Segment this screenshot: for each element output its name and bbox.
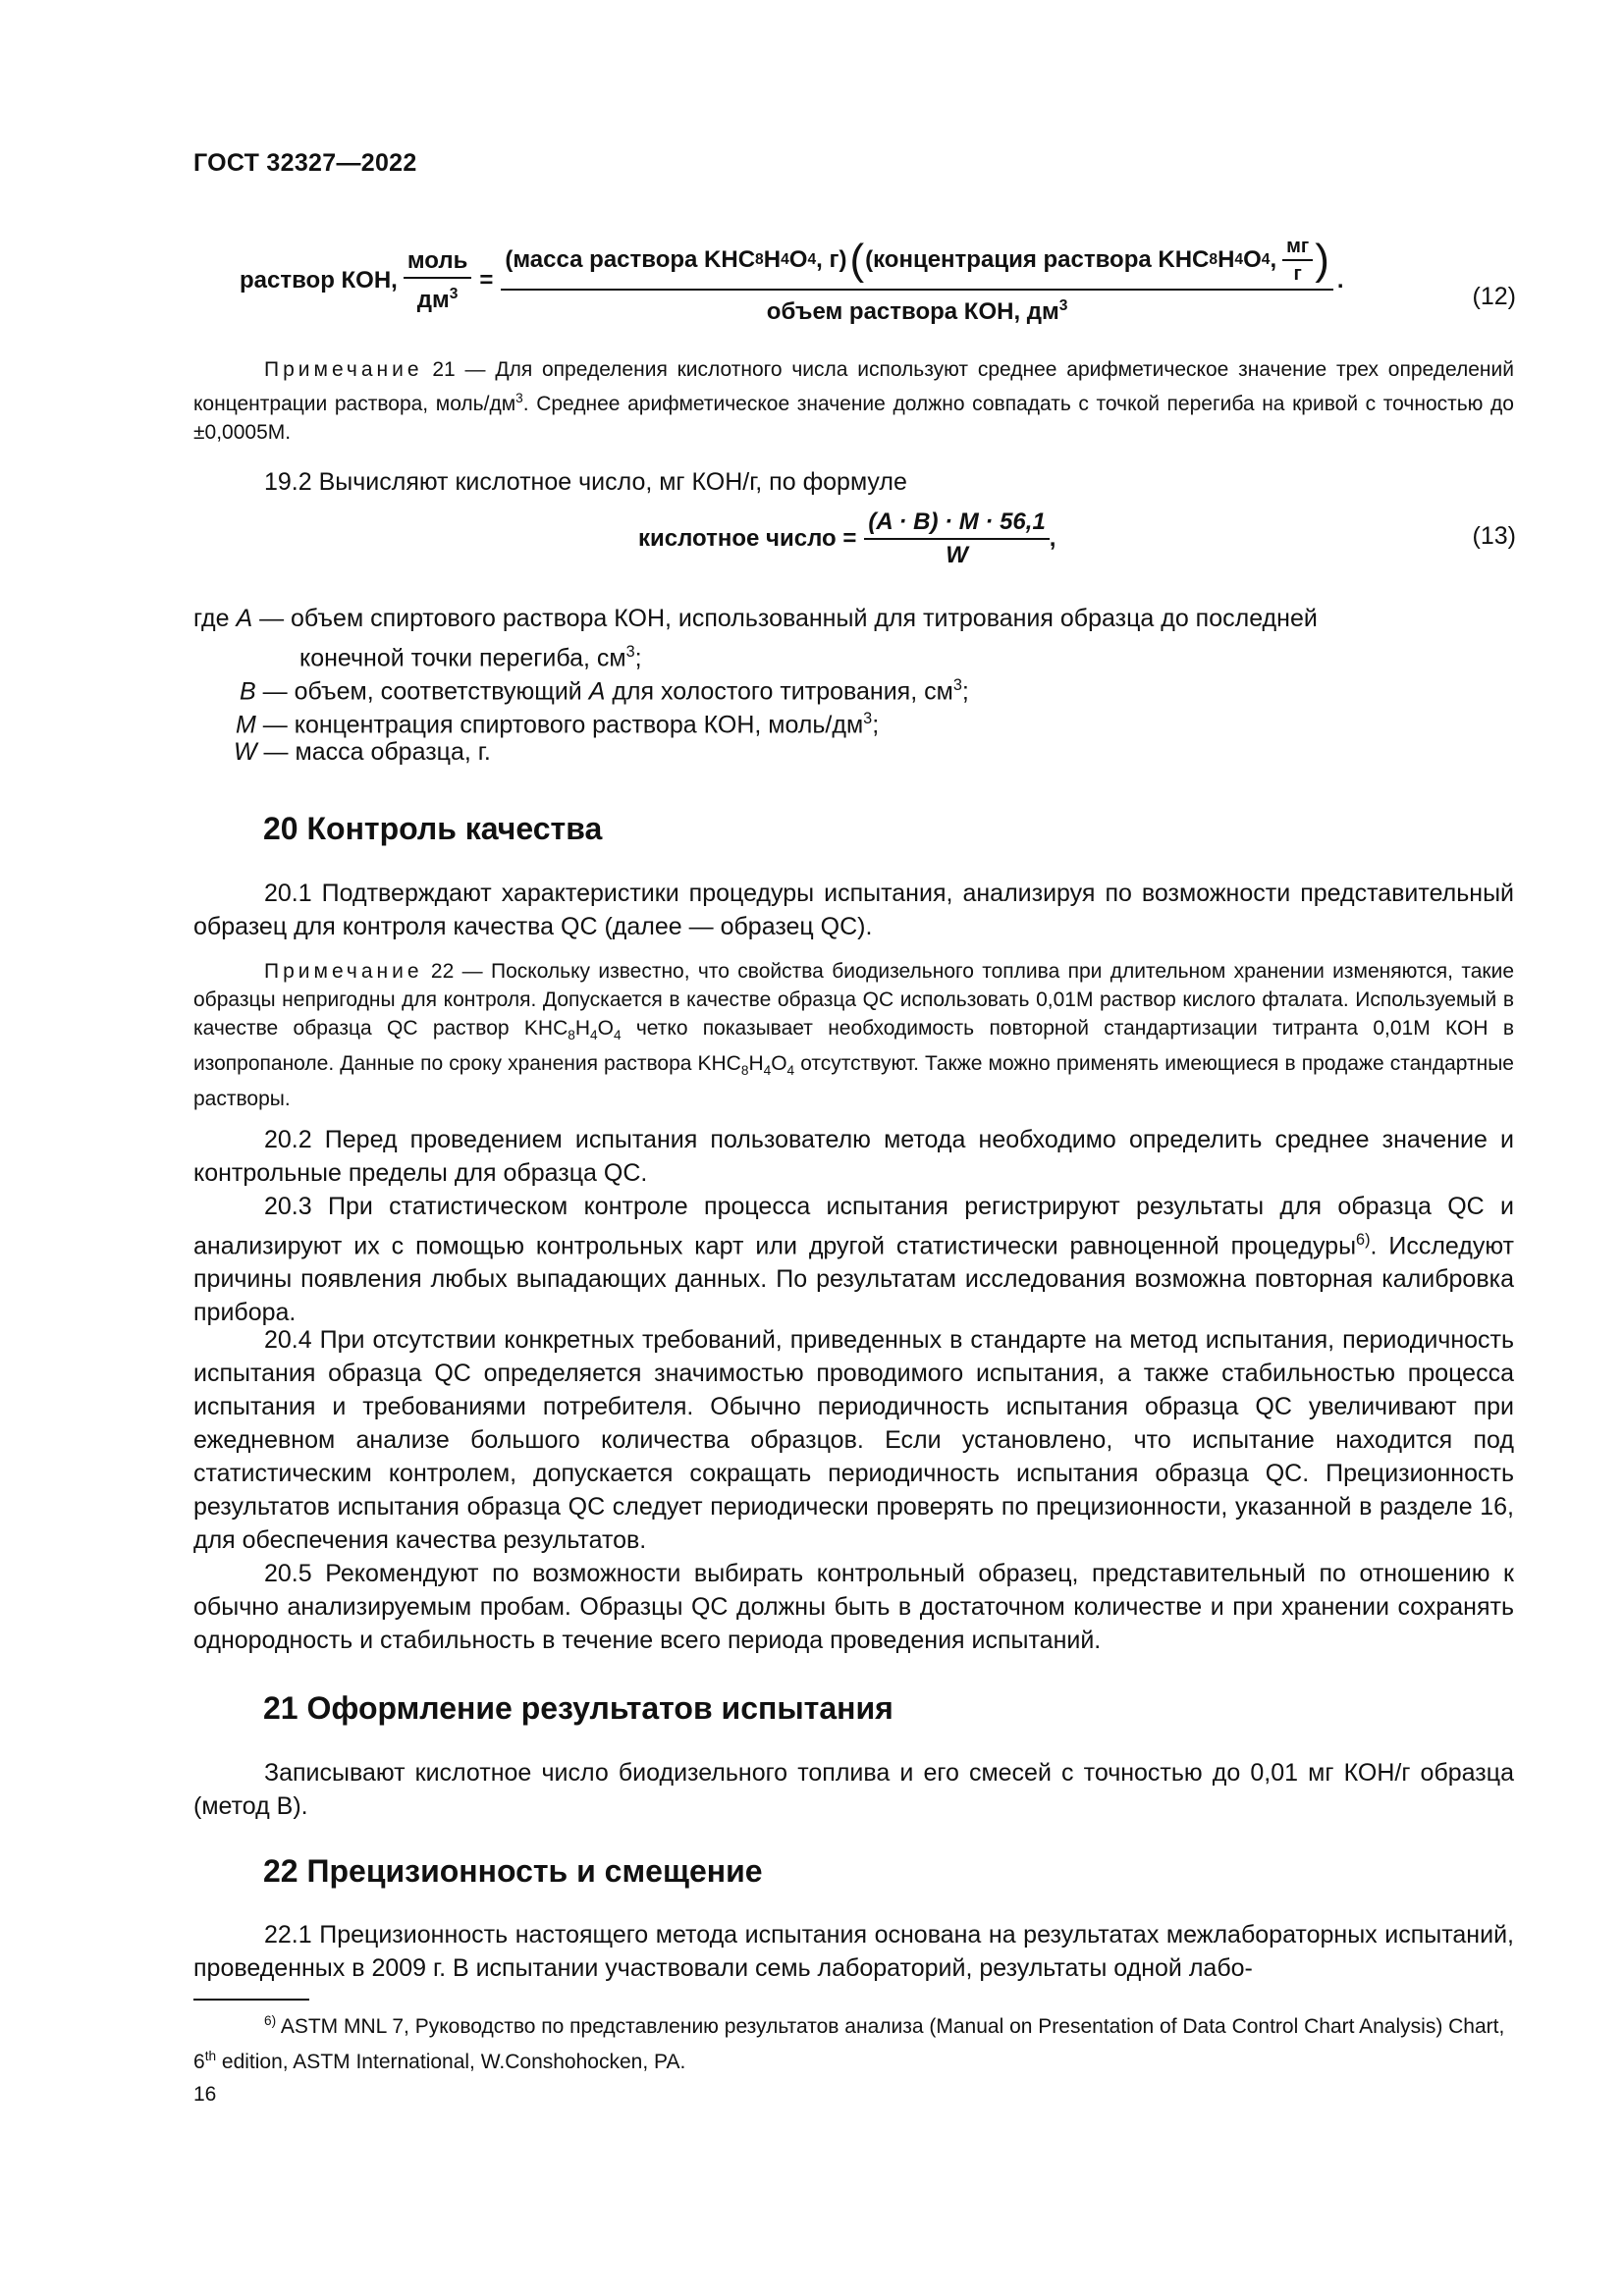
where-a-sup: 3 xyxy=(625,643,635,661)
footnote-text-a: ASTM MNL 7, Руководство по представлению результатов анализа (Manual on Presentation of Data Control Chart Analysis) Chart, 6 xyxy=(193,2015,1505,2073)
note-21-text-b: . Среднее арифметическое значение должно совпадать с точкой перегиба на кривой с точностью до ±0,0005М. xyxy=(193,393,1514,444)
equation-13 xyxy=(638,508,1056,569)
note-22 xyxy=(193,957,1514,1113)
eq12-num-g: O xyxy=(1243,246,1262,273)
eq12-equals: = xyxy=(479,267,494,294)
note-22-text-a: 22 — Поскольку известно, что свойства биодизельного топлива при длительном хранении изменяются, такие образцы непригодны для контроля. Допускается в качестве образца QC использовать 0,01М раствор кислого фталата. Используемый в качестве образца QC раствор KHC xyxy=(193,960,1514,1040)
where-b-text2: для холостого титрования, см xyxy=(605,677,953,706)
paragraph-20-1: 20.1 Подтверждают характеристики процедуры испытания, анализируя по возможности представительный образец для контроля качества QC (далее — образец QC). xyxy=(193,880,1514,940)
eq13-lhs: кислотное число = xyxy=(638,525,857,552)
where-prefix: где xyxy=(193,605,237,632)
paragraph-20-3-footnote-ref[interactable]: 6) xyxy=(1356,1231,1371,1249)
eq12-num-d: , г) xyxy=(816,246,847,273)
where-a-text2: конечной точки перегиба, см xyxy=(299,644,626,672)
eq12-den-sup: 3 xyxy=(1058,297,1068,314)
footnote-th: th xyxy=(204,2049,217,2063)
note-22-sub8-b: 8 xyxy=(740,1063,749,1079)
note-22-text-d: четко показывает необходимость повторной стандартизации титранта 0,01М КОН в изопропаноле. Данные по сроку хранения раствора KHC xyxy=(193,1017,1514,1076)
eq12-main-fraction xyxy=(501,236,1333,326)
eq12-denominator xyxy=(767,291,1068,326)
note-22-sub4-a: 4 xyxy=(590,1028,598,1043)
eq12-unit-fraction xyxy=(1282,236,1313,285)
page-number: 16 xyxy=(193,2083,217,2106)
paragraph-20-5: 20.5 Рекомендуют по возможности выбирать контрольный образец, представительный по отношению к обычно анализируемым пробам. Образцы QC должны быть в достаточном количестве и при хранении сохранять однородность и стабильность в течение всего периода проведения испытаний. xyxy=(193,1560,1514,1654)
paragraph-19-2: 19.2 Вычисляют кислотное число, мг КОН/г, по формуле xyxy=(264,468,907,496)
paragraph-22-1: 22.1 Прецизионность настоящего метода испытания основана на результатах межлабораторных испытаний, проведенных в 2009 г. В испытании участвовали семь лабораторий, результаты одной лабо- xyxy=(193,1921,1514,1982)
eq12-lhs-unit xyxy=(404,247,472,314)
note-21 xyxy=(193,355,1514,447)
note-22-sub4-c: 4 xyxy=(763,1063,772,1079)
note-22-text-e: H xyxy=(748,1052,764,1076)
equation-12 xyxy=(240,236,1344,326)
where-a-line1 xyxy=(193,602,1514,635)
paragraph-20-3 xyxy=(193,1190,1514,1329)
eq13-numerator: (A · B) · M · 56,1 xyxy=(864,508,1049,540)
paragraph-20-3-b: . Исследуют причины появления любых выпадающих данных. По результатам исследования возможна повторная калибровка прибора. xyxy=(193,1232,1515,1327)
eq13-denominator: W xyxy=(946,542,968,568)
eq12-period: . xyxy=(1336,267,1344,294)
where-b-sup: 3 xyxy=(952,676,962,694)
eq12-lhs-den-text: дм xyxy=(416,287,450,313)
eq12-lhs-sup: 3 xyxy=(449,286,459,302)
footnote-text-b: edition, ASTM International, W.Conshohocken, PA. xyxy=(216,2051,686,2073)
section-22-title: 22 Прецизионность и смещение xyxy=(263,1853,763,1889)
where-b-symbol2: A xyxy=(588,677,606,706)
eq12-lhs: раствор КОН, xyxy=(240,267,398,294)
eq12-num-e: (концентрация раствора KHC xyxy=(865,246,1210,273)
paragraph-20-3-a: 20.3 При статистическом контроле процесса испытания регистрируют результаты для образца QC и анализируют их с помощью контрольных карт или другой статистически равноценной процедуры xyxy=(193,1193,1514,1260)
eq12-num-b: H xyxy=(763,246,782,273)
eq12-sub4-b: 4 xyxy=(807,251,817,268)
where-w-text: — масса образца, г. xyxy=(256,738,491,766)
eq12-num-h: , xyxy=(1270,246,1277,273)
eq13-fraction xyxy=(864,508,1049,569)
eq12-lhs-unit-num: моль xyxy=(404,247,472,279)
note-22-text-f: O xyxy=(771,1052,787,1076)
paragraph-20-4: 20.4 При отсутствии конкретных требований, приведенных в стандарте на метод испытания, периодичность испытания образца QC определяется значимостью проводимого испытания, а также стабильностью процесса испытания и требованиями потребителя. Обычно периодичность испытания образца QC увеличивают при ежедневном анализе большого количества образцов. Если установлено, что испытание находится под статистическим контролем, допускается сокращать периодичность испытания образца QC. Прецизионность результатов испытания образца QC следует периодически проверять по прецизионности, указанной в разделе 16, для обеспечения качества результатов. xyxy=(193,1326,1514,1554)
where-a-text3: ; xyxy=(634,644,642,672)
where-m-symbol: M xyxy=(236,711,256,739)
where-b-symbol: B xyxy=(240,677,256,706)
note-22-text-c: O xyxy=(597,1017,614,1040)
eq12-sub4-d: 4 xyxy=(1261,251,1271,268)
footnote-marker: 6) xyxy=(264,2013,277,2028)
where-a-text1: — объем спиртового раствора КОН, использованный для титрования образца до последней xyxy=(252,605,1318,632)
note-22-sub8-a: 8 xyxy=(568,1028,575,1043)
eq12-sub8-b: 8 xyxy=(1209,251,1218,268)
paragraph-21: Записывают кислотное число биодизельного топлива и его смесей с точностью до 0,01 мг КОН/г образца (метод B). xyxy=(193,1759,1514,1820)
equation-12-number: (12) xyxy=(1472,283,1516,310)
eq12-unit-num: мг xyxy=(1282,236,1313,261)
eq12-sub8-a: 8 xyxy=(755,251,764,268)
footnote-separator xyxy=(193,1999,309,2001)
eq12-numerator xyxy=(501,236,1333,291)
eq12-num-a: (масса раствора KHC xyxy=(505,246,756,273)
paragraph-20-2: 20.2 Перед проведением испытания пользователю метода необходимо определить среднее значение и контрольные пределы для образца QC. xyxy=(193,1126,1514,1187)
footnote-6 xyxy=(193,2006,1514,2077)
equation-13-number: (13) xyxy=(1472,522,1516,550)
where-m-text2: ; xyxy=(872,711,880,739)
eq12-paren-close: ) xyxy=(1315,236,1329,284)
note-22-sub4-d: 4 xyxy=(786,1063,795,1079)
where-w xyxy=(234,735,491,769)
note-22-text-b: H xyxy=(574,1017,590,1040)
note-22-text-g: отсутствуют. Также можно применять имеющиеся в продаже стандартные растворы. xyxy=(193,1052,1514,1111)
section-21-title: 21 Оформление результатов испытания xyxy=(263,1690,893,1726)
eq12-paren-open: ( xyxy=(849,236,865,284)
note-21-sup: 3 xyxy=(515,391,523,405)
note-22-label: Примечание xyxy=(264,960,423,983)
where-m-sup: 3 xyxy=(863,710,873,727)
where-w-symbol: W xyxy=(234,738,257,766)
eq12-num-f: H xyxy=(1218,246,1235,273)
eq12-sub4-a: 4 xyxy=(781,251,789,268)
eq12-den-text: объем раствора КОН, дм xyxy=(766,298,1059,325)
document-header: ГОСТ 32327—2022 xyxy=(193,149,417,177)
eq12-unit-den: г xyxy=(1293,263,1302,285)
where-b-text1: — объем, соответствующий xyxy=(255,677,589,706)
eq12-sub4-c: 4 xyxy=(1234,251,1244,268)
note-22-sub4-b: 4 xyxy=(613,1028,622,1043)
where-m-text1: — концентрация спиртового раствора КОН, моль/дм xyxy=(255,711,864,739)
where-b-text3: ; xyxy=(961,677,969,706)
eq12-num-c: O xyxy=(788,246,808,273)
note-21-text-a: 21 — Для определения кислотного числа используют среднее арифметическое значение трех определений концентрации раствора, моль/дм xyxy=(193,358,1514,415)
section-20-title: 20 Контроль качества xyxy=(263,811,603,846)
where-a-symbol: A xyxy=(236,605,253,632)
eq12-lhs-unit-den xyxy=(417,279,459,314)
eq13-comma: , xyxy=(1049,525,1056,552)
note-21-label: Примечание xyxy=(264,358,423,381)
